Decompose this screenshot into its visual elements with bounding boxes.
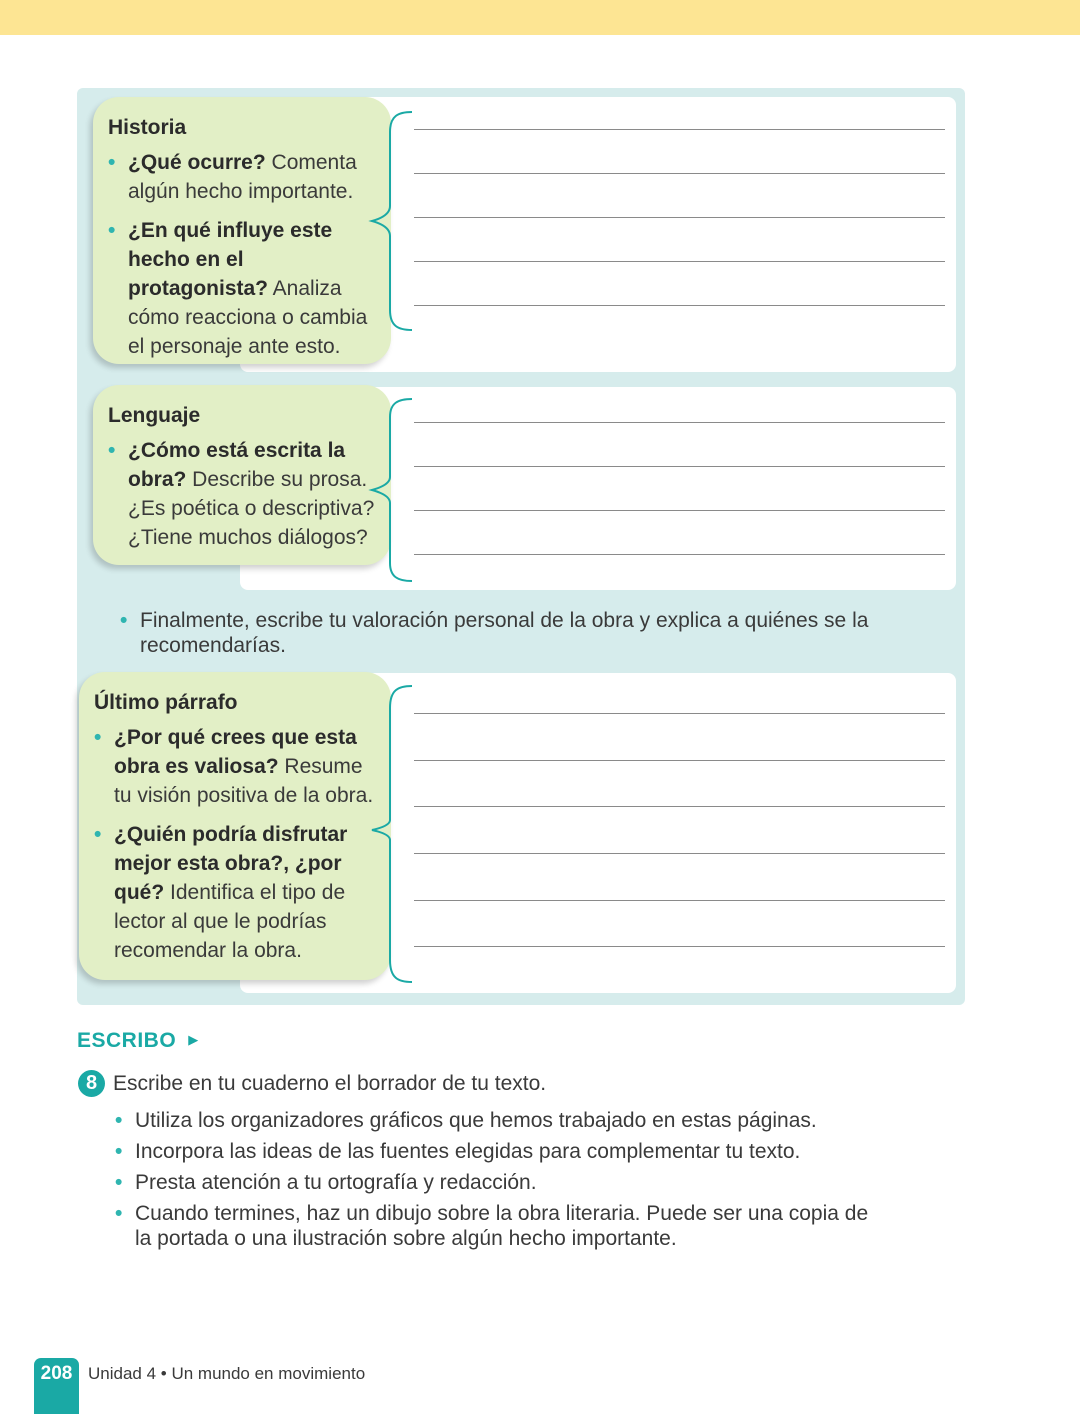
ultimo-line-6 <box>414 946 945 947</box>
ultimo-brace-icon <box>368 684 418 984</box>
lenguaje-line-4 <box>414 554 945 555</box>
historia-title: Historia <box>108 116 187 139</box>
historia-line-4 <box>414 261 945 262</box>
historia-line-5 <box>414 305 945 306</box>
activity-instruction: Escribe en tu cuaderno el borrador de tu texto. <box>113 1072 547 1095</box>
activity-item-1: • Utiliza los organizadores gráficos que hemos trabajado en estas páginas. <box>115 1108 875 1133</box>
activity-list <box>115 1108 875 1257</box>
ultimo-card <box>79 672 391 980</box>
play-arrow-icon: ▶ <box>188 1032 199 1047</box>
ultimo-line-2 <box>414 760 945 761</box>
lenguaje-line-1 <box>414 422 945 423</box>
activity-number-badge: 8 <box>78 1070 105 1097</box>
historia-brace-icon <box>368 110 418 332</box>
ultimo-title: Último párrafo <box>94 691 238 714</box>
historia-line-2 <box>414 173 945 174</box>
lenguaje-bullet-1: • ¿Cómo está escrita la obra? Describe su prosa. ¿Es poética o descriptiva? ¿Tiene muchos diálogos? <box>108 436 377 552</box>
page-number-tab: 208 <box>34 1358 79 1414</box>
ultimo-bullet-1: • ¿Por qué crees que esta obra es valiosa? Resume tu visión positiva de la obra. <box>94 723 377 810</box>
ultimo-line-5 <box>414 900 945 901</box>
lenguaje-line-2 <box>414 466 945 467</box>
historia-bullet-2: • ¿En qué influye este hecho en el protagonista? Analiza cómo reacciona o cambia el personaje ante esto. <box>108 216 377 361</box>
escribo-heading: ESCRIBO ▶ <box>77 1029 199 1052</box>
lenguaje-card <box>93 385 391 565</box>
historia-line-1 <box>414 129 945 130</box>
historia-card <box>93 97 391 364</box>
lenguaje-line-3 <box>414 510 945 511</box>
footer-unit-title: Unidad 4 • Un mundo en movimiento <box>88 1364 366 1383</box>
final-note: • Finalmente, escribe tu valoración personal de la obra y explica a quiénes se la recomendarías. <box>120 608 900 658</box>
historia-bullet-1: • ¿Qué ocurre? Comenta algún hecho importante. <box>108 148 377 206</box>
historia-line-3 <box>414 217 945 218</box>
ultimo-line-4 <box>414 853 945 854</box>
activity-item-2: • Incorpora las ideas de las fuentes elegidas para complementar tu texto. <box>115 1139 875 1164</box>
ultimo-line-3 <box>414 806 945 807</box>
activity-item-4: • Cuando termines, haz un dibujo sobre la obra literaria. Puede ser una copia de la portada o una ilustración sobre algún hecho importante. <box>115 1201 875 1251</box>
lenguaje-brace-icon <box>368 397 418 583</box>
activity-item-3: • Presta atención a tu ortografía y redacción. <box>115 1170 875 1195</box>
top-color-bar <box>0 0 1080 35</box>
ultimo-bullet-2: • ¿Quién podría disfrutar mejor esta obra?, ¿por qué? Identifica el tipo de lector al que le podrías recomendar la obra. <box>94 820 377 965</box>
ultimo-line-1 <box>414 713 945 714</box>
lenguaje-title: Lenguaje <box>108 404 201 427</box>
